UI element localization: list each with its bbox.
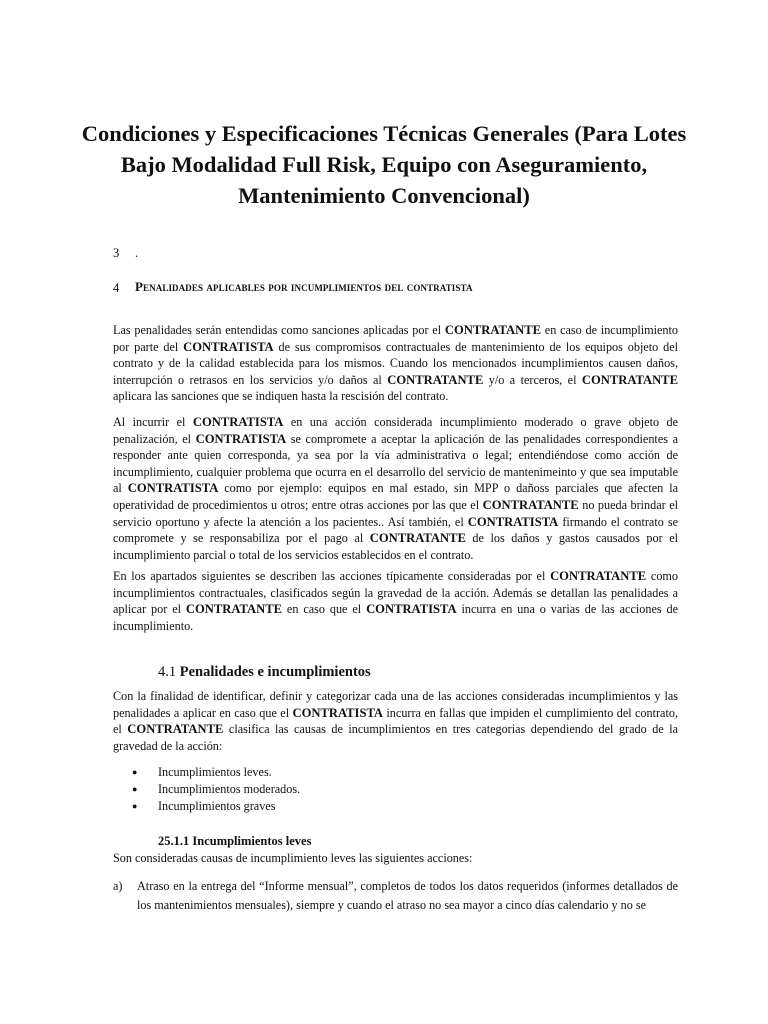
- text-run: Con la finalidad de identificar, definir y categorizar cada una de las acciones consideradas incumplimientos y las penalidades a aplicar en caso que el: [113, 689, 678, 720]
- text-run: no pueda brindar el servicio oportuno y afecte la atención a los pacientes.. Así también, el: [113, 497, 678, 529]
- section-4-number: 4: [113, 281, 120, 295]
- bullet-icon: ●: [132, 784, 138, 794]
- text-run: Al incurrir el: [113, 415, 193, 429]
- section-3-number: 3: [113, 246, 120, 260]
- text-run: en caso que el: [282, 602, 367, 617]
- text-run: como incumplimientos contractuales, clasificados según la gravedad de la acción. Además se detallan las penalidades a aplicar por el: [113, 569, 678, 617]
- text-run: incurra en fallas que impiden el cumplimiento del contrato, el: [113, 705, 678, 737]
- paragraph-apartados-siguientes: [113, 568, 678, 634]
- paragraph-finalidad: [113, 688, 678, 754]
- text-run: de los daños y gastos causados por el incumplimiento parcial o total de los servicios establecidos en el contrato.: [113, 531, 678, 562]
- text-run: de sus compromisos contractuales de mantenimiento de los equipos objeto del contrato y de la calidad establecida para los mismos. Cuando los mencionados incumplimientos causen daños, interrupción o retrasos en los servicios y/o daños al: [113, 339, 678, 387]
- list-item: ● Incumplimientos leves.: [132, 765, 272, 779]
- text-run: aplicara las sanciones que se indiquen hasta la rescisión del contrato.: [113, 389, 449, 404]
- paragraph-incurrir-contratista: [113, 414, 678, 563]
- party-name: CONTRATANTE: [127, 722, 224, 737]
- text-run: y/o a terceros, el: [483, 372, 582, 387]
- section-4-heading: Penalidades aplicables por incumplimientos del contratista: [135, 279, 473, 294]
- party-name: CONTRATISTA: [467, 514, 559, 529]
- text-run: como por ejemplo: equipos en mal estado, sin MPP o dañoss parciales que afecten la operatividad de procedimientos u otros; entre otras acciones por las que el: [113, 481, 679, 512]
- paragraph-penalidades-definicion: [113, 322, 678, 405]
- list-item: ● Incumplimientos graves: [132, 799, 276, 813]
- party-name: CONTRATISTA: [192, 415, 284, 429]
- subsection-25-1-1-heading: 25.1.1 Incumplimientos leves: [158, 834, 312, 848]
- text-run: En los apartados siguientes se describen las acciones típicamente consideradas por el: [113, 569, 551, 583]
- party-name: CONTRATANTE: [444, 323, 542, 337]
- list-item-a: [113, 877, 678, 915]
- party-name: CONTRATISTA: [195, 431, 287, 446]
- party-name: CONTRATANTE: [369, 531, 466, 546]
- item-a-label: a): [113, 879, 123, 893]
- text-run: en caso de incumplimiento por parte del: [113, 323, 679, 354]
- incumplimiento-categories-list: [113, 764, 300, 815]
- text-run: firmando el contrato se compromete y se responsabiliza por el pago al: [113, 514, 678, 546]
- item-a-text: Atraso en la entrega del “Informe mensual”, completos de todos los datos requeridos (informes detallados de los mantenimientos mensuales), siempre y cuando el atraso no sea mayor a cinco días calendario y no se: [137, 879, 678, 912]
- leves-intro-text: Son consideradas causas de incumplimiento leves las siguientes acciones:: [113, 851, 473, 865]
- party-name: CONTRATISTA: [366, 602, 457, 617]
- party-name: CONTRATANTE: [482, 497, 579, 512]
- party-name: CONTRATANTE: [581, 372, 678, 387]
- subsection-4-1-title: Penalidades e incumplimientos: [179, 664, 371, 680]
- bullet-icon: ●: [132, 767, 138, 777]
- party-name: CONTRATANTE: [550, 569, 647, 583]
- text-run: clasifica las causas de incumplimientos en tres categorias dependiendo del grado de la gravedad de la acción:: [113, 722, 678, 753]
- subsection-4-1-heading: [158, 664, 371, 681]
- party-name: CONTRATISTA: [292, 705, 384, 720]
- section-3-text: .: [135, 246, 139, 260]
- text-run: Las penalidades serán entendidas como sanciones aplicadas por el: [113, 323, 445, 337]
- party-name: CONTRATISTA: [127, 481, 219, 496]
- bullet-icon: ●: [132, 801, 138, 811]
- text-run: en una acción considerada incumplimiento moderado o grave objeto de penalización, el: [113, 415, 678, 446]
- text-run: incurra en una o varias de las acciones de incumplimiento.: [113, 602, 678, 633]
- subsection-4-1-number: 4.1: [158, 664, 177, 680]
- document-title: Condiciones y Especificaciones Técnicas Generales (Para Lotes Bajo Modalidad Full Risk, Equipo con Aseguramiento, Mantenimiento Convencional): [81, 121, 687, 208]
- text-run: se compromete a aceptar la aplicación de las penalidades correspondientes a responder ante quien corresponda, ya sea por la vía administrativa o legal; entendiéndose como acción de incumplimiento, cualquier problema que ocurra en el desarrollo del servicio de mantenimeinto y que sea imputable al: [113, 431, 678, 496]
- party-name: CONTRATANTE: [387, 372, 484, 387]
- party-name: CONTRATISTA: [183, 339, 274, 354]
- list-item: ● Incumplimientos moderados.: [132, 782, 301, 796]
- party-name: CONTRATANTE: [185, 602, 283, 617]
